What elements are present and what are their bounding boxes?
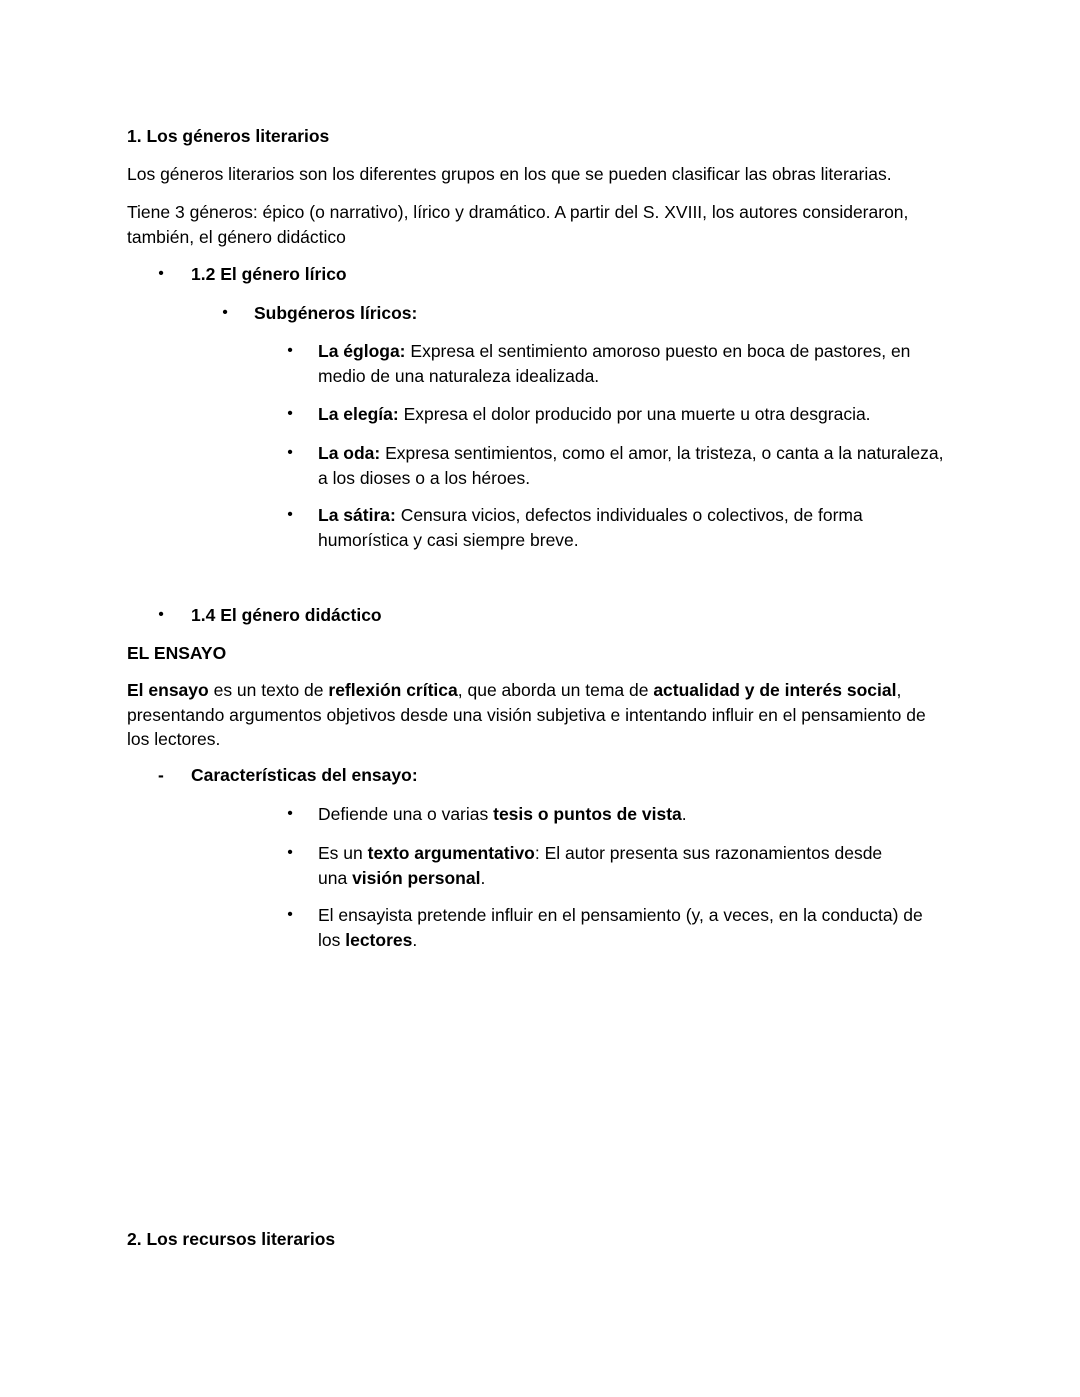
desc-satira-line-2: humorística y casi siempre breve. <box>318 529 579 550</box>
bullet-icon: • <box>222 304 228 321</box>
desc-oda-line-1: Expresa sentimientos, como el amor, la tristeza, o canta a la naturaleza, <box>385 443 944 463</box>
def-bold-2: reflexión crítica <box>328 680 458 700</box>
feature-2-bold-1: texto argumentativo <box>367 843 535 863</box>
feature-2-text-2: : El autor presenta sus razonamientos desde <box>534 843 883 863</box>
desc-oda-line-2: a los dioses o a los héroes. <box>318 467 531 488</box>
desc-egloga-line-1: Expresa el sentimiento amoroso puesto en boca de pastores, en <box>410 341 911 361</box>
feature-3-text-1: El ensayista pretende influir en el pensamiento (y, a veces, en la conducta) de <box>318 905 923 925</box>
list-item-elegia <box>318 402 871 427</box>
desc-elegia-line-1: Expresa el dolor producido por una muerte u otra desgracia. <box>403 404 871 424</box>
feature-item-3 <box>318 903 923 952</box>
feature-item-2 <box>318 841 882 890</box>
list-item-egloga <box>318 339 910 388</box>
feature-2-bold-2: visión personal <box>352 867 481 888</box>
term-elegia: La elegía: <box>318 404 399 424</box>
list-item-satira <box>318 503 863 552</box>
term-egloga: La égloga: <box>318 341 406 361</box>
feature-3-text-3: . <box>412 929 418 950</box>
lyric-heading: 1.2 El género lírico <box>191 264 347 284</box>
def-text-3: , <box>896 680 902 700</box>
def-text-1: es un texto de <box>208 680 329 700</box>
term-satira: La sátira: <box>318 505 396 525</box>
bullet-icon: • <box>158 265 164 282</box>
section-heading-generos: 1. Los géneros literarios <box>127 126 330 146</box>
bullet-icon: • <box>287 506 293 523</box>
def-line-2: presentando argumentos objetivos desde una visión subjetiva e intentando influir en el pensamiento de <box>127 704 926 725</box>
types-line-1: Tiene 3 géneros: épico (o narrativo), lírico y dramático. A partir del S. XVIII, los autores consideraron, <box>127 202 909 222</box>
bullet-icon: • <box>287 844 293 861</box>
list-item-oda <box>318 441 943 490</box>
feature-item-1 <box>318 802 687 827</box>
bullet-icon: • <box>158 606 164 623</box>
essay-title: EL ENSAYO <box>127 643 227 663</box>
lyric-subheading: Subgéneros líricos: <box>254 303 418 323</box>
def-text-2: , que aborda un tema de <box>457 680 654 700</box>
essay-definition <box>127 678 926 752</box>
bullet-icon: • <box>287 444 293 461</box>
def-line-3: los lectores. <box>127 729 221 749</box>
desc-satira-line-1: Censura vicios, defectos individuales o colectivos, de forma <box>400 505 863 525</box>
feature-3-bold: lectores <box>345 929 413 950</box>
feature-1-text-2: . <box>681 804 687 824</box>
def-bold-1: El ensayo <box>127 680 209 700</box>
feature-3-text-2: los <box>318 929 346 950</box>
section-heading-recursos: 2. Los recursos literarios <box>127 1229 336 1249</box>
bullet-icon: • <box>287 805 293 822</box>
desc-egloga-line-2: medio de una naturaleza idealizada. <box>318 365 600 386</box>
def-bold-3: actualidad y de interés social <box>653 680 897 700</box>
feature-2-text-4: . <box>480 867 486 888</box>
intro-paragraph: Los géneros literarios son los diferentes grupos en los que se pueden clasificar las obras literarias. <box>127 164 892 184</box>
features-heading: Características del ensayo: <box>191 765 418 785</box>
bullet-icon: • <box>287 342 293 359</box>
feature-1-bold: tesis o puntos de vista <box>493 804 682 824</box>
didactic-heading: 1.4 El género didáctico <box>191 605 382 625</box>
bullet-icon: • <box>287 906 293 923</box>
bullet-icon: • <box>287 405 293 422</box>
types-line-2: también, el género didáctico <box>127 226 346 247</box>
term-oda: La oda: <box>318 443 381 463</box>
feature-2-text-1: Es un <box>318 843 368 863</box>
dash-marker: - <box>158 765 164 785</box>
types-paragraph <box>127 200 908 249</box>
feature-2-text-3: una <box>318 867 353 888</box>
feature-1-text-1: Defiende una o varias <box>318 804 494 824</box>
